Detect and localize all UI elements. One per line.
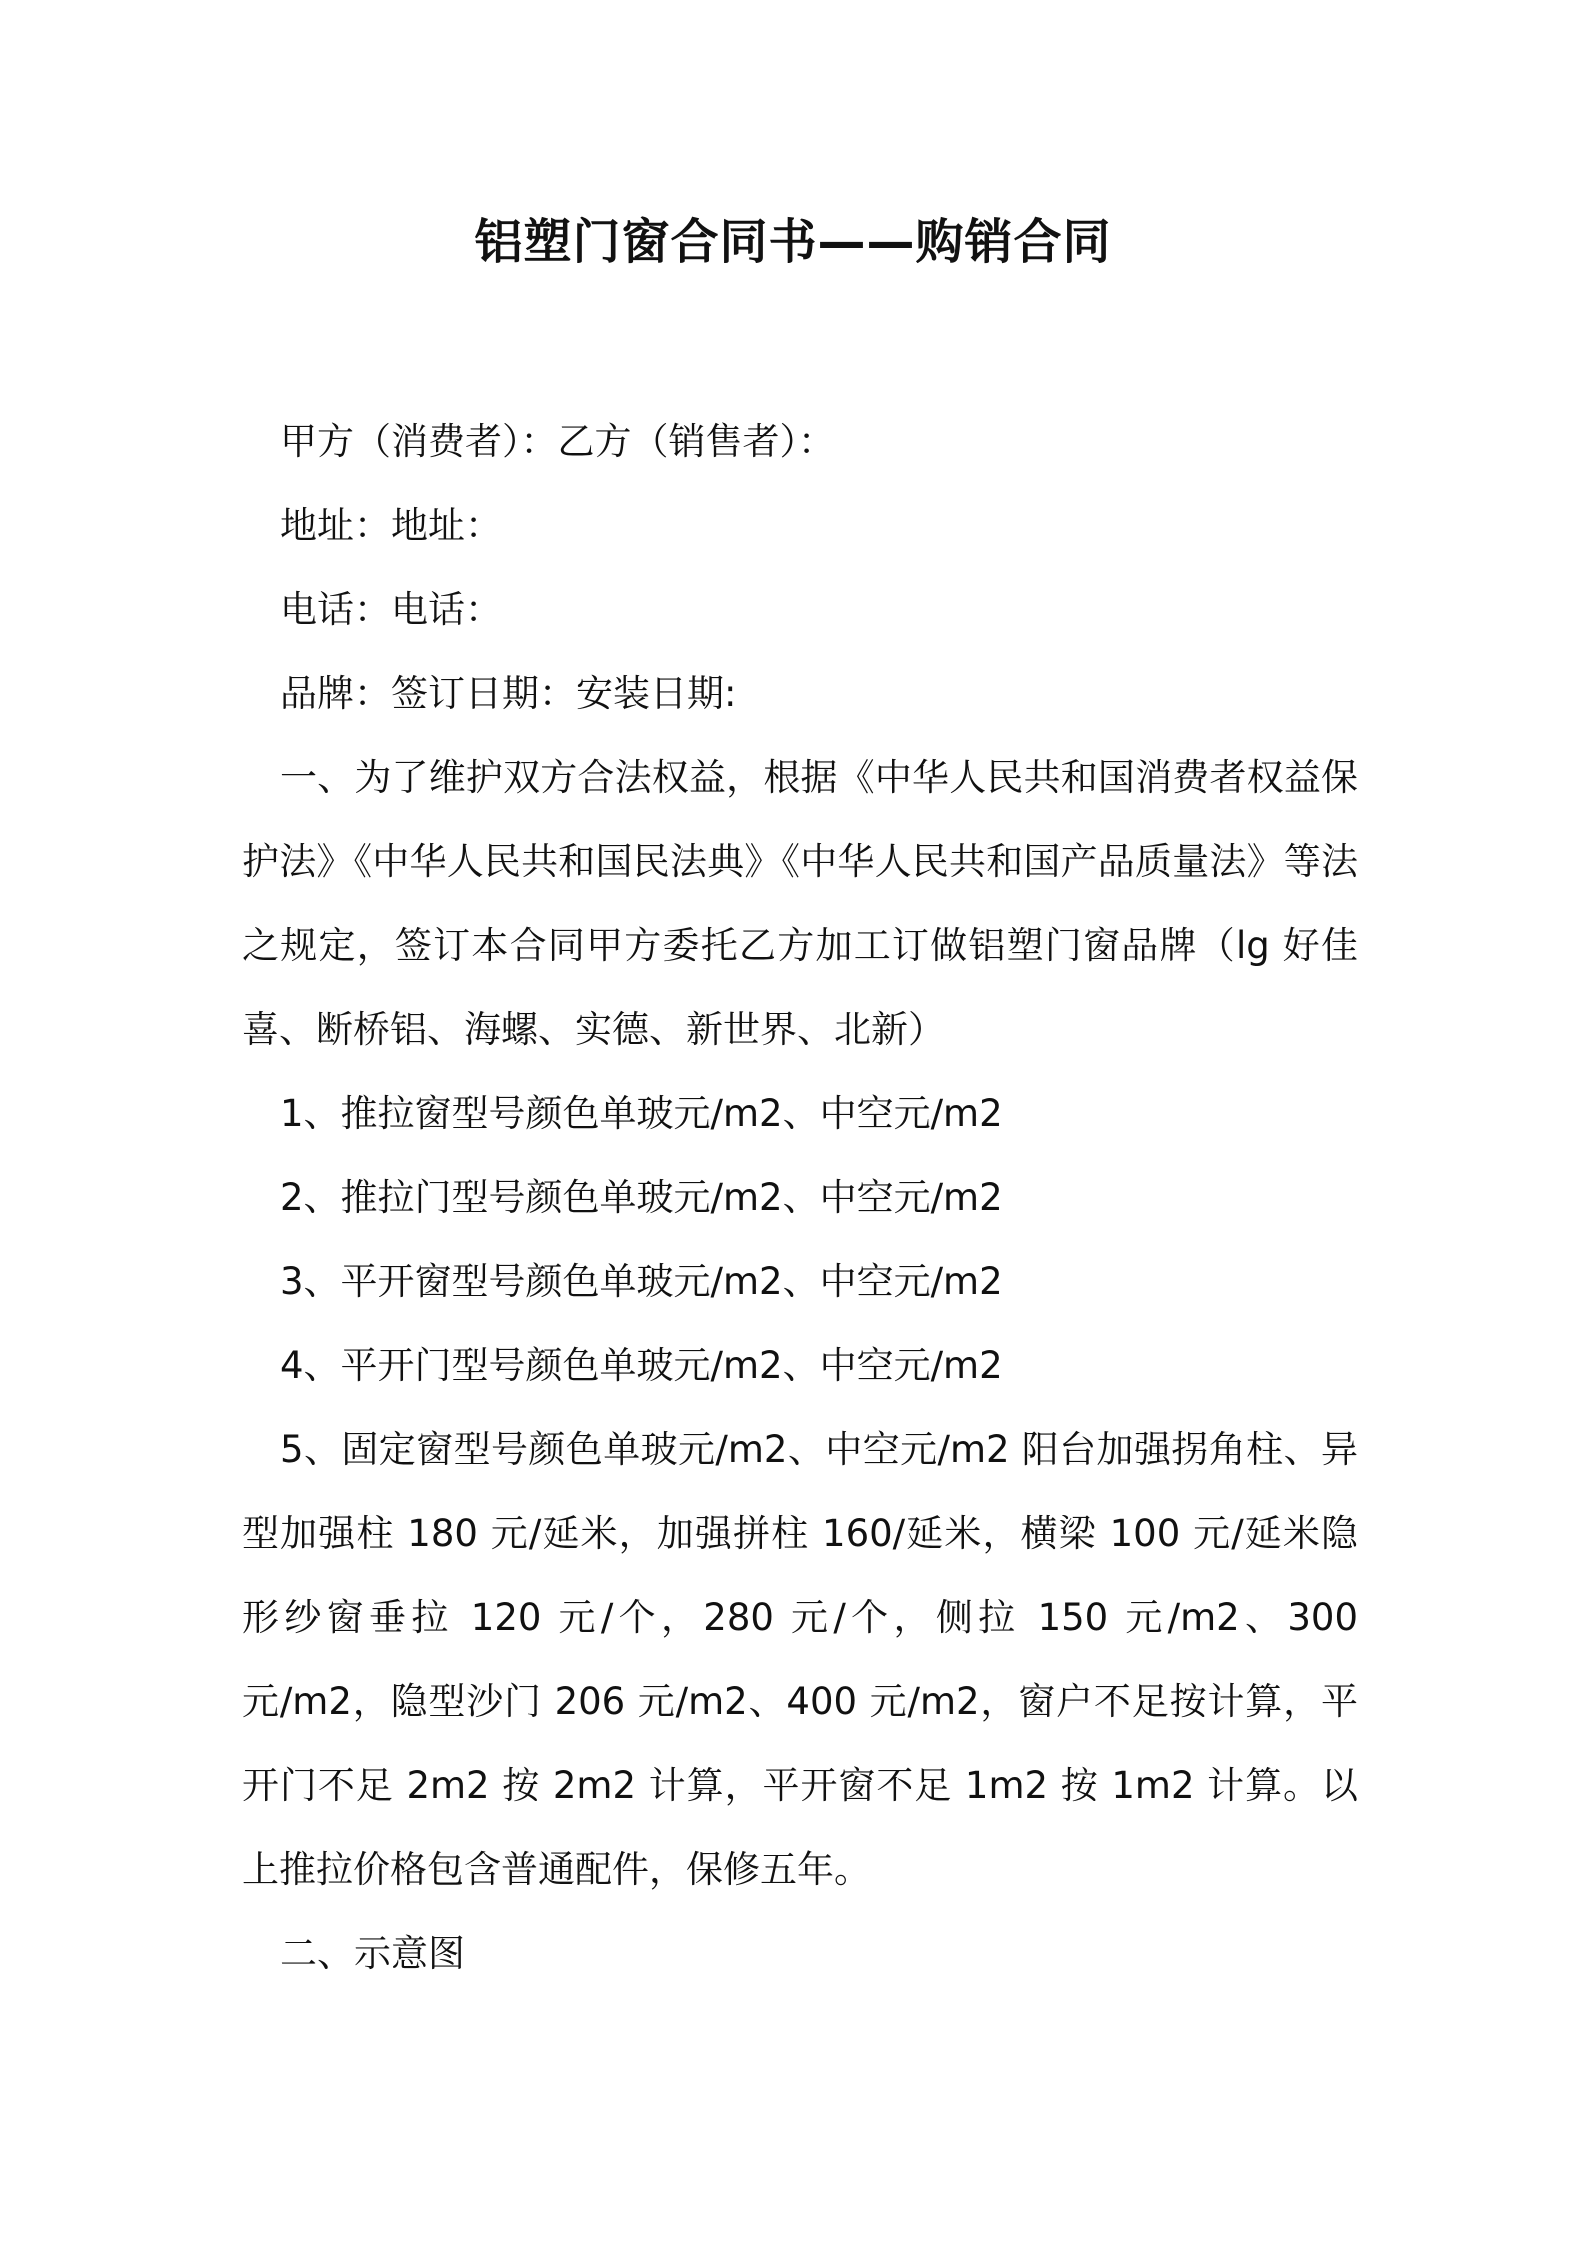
price-item-5: 5、固定窗型号颜色单玻元/m2、中空元/m2 阳台加强拐角柱、异型加强柱 180 元/延米，加强拼柱 160/延米，横梁 100 元/延米隐形纱窗垂拉 120 元/个，280 元/个，侧拉 150 元/m2、300 元/m2，隐型沙门 206 元/m2、400 元/m2，窗户不足按计算，平开门不足 2m2 按 2m2 计算，平开窗不足 1m2 按 1m2 计算。以上推拉价格包含普通配件，保修五年。 — [242, 1428, 1358, 1891]
price-item-4: 4、平开门型号颜色单玻元/m2、中空元/m2 — [280, 1344, 1003, 1387]
phone-line: 电话：电话： — [280, 588, 502, 631]
document-body — [242, 400, 1358, 1996]
price-item-3: 3、平开窗型号颜色单玻元/m2、中空元/m2 — [280, 1260, 1003, 1303]
section-1-paragraph: 一、为了维护双方合法权益，根据《中华人民共和国消费者权益保护法》《中华人民共和国民法典》《中华人民共和国产品质量法》等法之规定，签订本合同甲方委托乙方加工订做铝塑门窗品牌（lg 好佳喜、断桥铝、海螺、实德、新世界、北新） — [242, 756, 1358, 1051]
section-2-heading: 二、示意图 — [280, 1932, 465, 1975]
document-title: 铝塑门窗合同书——购销合同 — [474, 214, 1112, 270]
parties-line: 甲方（消费者）：乙方（销售者）： — [280, 420, 835, 463]
price-item-1: 1、推拉窗型号颜色单玻元/m2、中空元/m2 — [280, 1092, 1003, 1135]
brand-dates-line: 品牌：签订日期：安装日期: — [280, 672, 737, 715]
address-line: 地址：地址： — [280, 504, 502, 547]
price-item-2: 2、推拉门型号颜色单玻元/m2、中空元/m2 — [280, 1176, 1003, 1219]
